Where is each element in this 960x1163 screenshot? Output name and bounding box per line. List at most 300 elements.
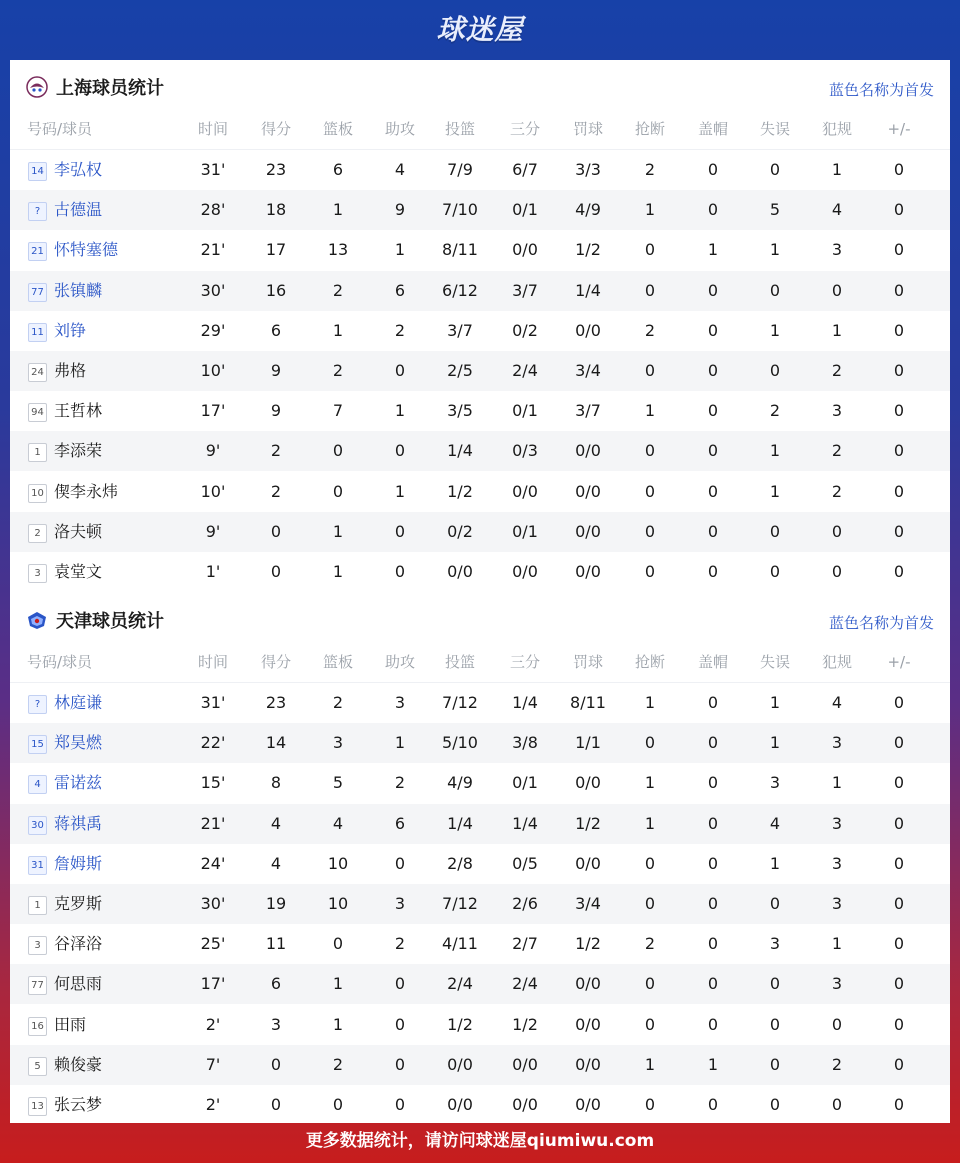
jersey-number-badge: ? [28,695,47,714]
stat-cell: 4 [270,853,282,873]
player-row[interactable] [10,1005,950,1045]
jersey-number-badge: ? [28,202,47,221]
stat-cell: 0 [893,894,905,913]
stat-cell: 1/4 [512,693,538,712]
player-name[interactable]: 洛夫顿 [54,521,103,541]
stat-cell: 0 [332,441,344,461]
team-title: 天津球员统计 [56,611,164,632]
stat-cell: 1/4 [447,441,473,461]
stat-cell: 1 [831,320,843,340]
stat-cell: 0 [644,974,656,994]
player-row[interactable] [10,763,950,803]
stat-cell: 0 [707,562,719,581]
stat-cell: 0/0 [575,773,601,793]
stat-cell: 0/0 [512,240,538,260]
player-row[interactable] [10,964,950,1004]
stat-cell: 3 [831,974,843,994]
footer-text[interactable]: 更多数据统计，请访问球迷屋qiumiwu.com [305,1131,655,1151]
player-row[interactable] [10,844,950,884]
stat-cell: 0 [332,934,344,954]
stat-cell: 0/1 [512,773,538,793]
stat-cell: 1 [769,481,781,501]
stat-cell: 2 [394,773,406,793]
stat-cell: 1 [394,240,406,260]
stat-cell: 0 [707,361,719,380]
player-row[interactable] [10,804,950,844]
stat-cell: 2 [644,160,656,179]
stat-cell: 5/10 [442,733,478,753]
column-header: 得分 [260,120,291,138]
stat-cell: 10 [327,853,349,873]
stat-cell: 1 [332,521,344,541]
stat-cell: 0 [394,1054,406,1074]
player-name[interactable]: 田雨 [54,1014,87,1034]
stat-cell: 17' [200,974,226,994]
player-name[interactable]: 何思雨 [54,974,103,994]
stat-cell: 7/12 [442,693,478,712]
stat-cell: 0 [644,441,656,461]
player-name[interactable]: 谷泽浴 [54,934,103,954]
column-header: 投篮 [444,120,475,138]
player-name[interactable]: 赖俊豪 [54,1054,103,1074]
stat-cell: 0 [893,773,905,793]
player-name[interactable]: 弗格 [54,361,87,380]
player-row[interactable] [10,924,950,964]
stat-cell: 3 [332,733,344,753]
stat-cell: 0 [893,974,905,994]
stat-cell: 1/2 [512,1014,538,1034]
stat-cell: 30' [200,280,226,300]
stat-cell: 1 [332,200,344,220]
stat-cell: 1 [394,733,406,753]
stat-cell: 1/2 [447,481,473,501]
stat-cell: 0 [644,521,656,541]
stat-cell: 0 [707,1095,719,1114]
column-header: 篮板 [322,653,353,671]
jersey-number-badge: 31 [28,856,47,875]
stat-cell: 0 [769,361,781,380]
stat-cell: 0 [332,1095,344,1114]
team-title: 上海球员统计 [56,78,164,99]
stat-cell: 3 [831,813,843,833]
stat-cell: 3 [394,693,406,712]
column-header: 罚球 [572,120,603,138]
stat-cell: 1 [644,693,656,712]
player-row[interactable] [10,431,950,471]
stat-cell: 1 [769,693,781,712]
stat-cell: 1 [644,200,656,220]
stat-cell: 0/2 [512,320,538,340]
stat-cell: 1 [644,401,656,421]
stat-cell: 3/5 [447,401,473,421]
player-row[interactable] [10,1085,950,1125]
player-name[interactable]: 张云梦 [54,1095,103,1114]
stat-cell: 1 [644,1054,656,1074]
stat-cell: 0 [769,1054,781,1074]
stat-cell: 16 [265,280,287,300]
player-name[interactable]: 怀特塞德 [54,240,119,260]
stat-cell: 0 [893,733,905,753]
stat-cell: 4 [332,813,344,833]
stat-cell: 22' [200,733,226,753]
player-row[interactable] [10,150,950,190]
stat-cell: 2/6 [512,894,538,913]
stat-cell: 2 [644,320,656,340]
stat-cell: 0 [394,361,406,380]
stat-cell: 1 [831,160,843,179]
stat-cell: 0/0 [512,481,538,501]
stat-cell: 0 [707,693,719,712]
starter-legend-note: 蓝色名称为首发 [828,614,934,632]
stat-cell: 2' [205,1095,221,1114]
stat-cell: 1 [707,1054,719,1074]
stat-cell: 28' [200,200,226,220]
player-row[interactable] [10,230,950,270]
column-header: 号码/球员 [27,653,93,671]
stat-cell: 2 [332,361,344,380]
stat-cell: 0 [893,813,905,833]
stat-cell: 0 [270,521,282,541]
stat-cell: 0 [769,1095,781,1114]
player-name[interactable]: 李弘权 [54,160,103,179]
stat-cell: 0 [831,521,843,541]
stat-cell: 3/7 [512,280,538,300]
stat-cell: 2' [205,1014,221,1034]
jersey-number-badge: 13 [28,1097,47,1116]
stat-cell: 0 [707,521,719,541]
stat-cell: 2/7 [512,934,538,954]
stat-cell: 2/4 [512,974,538,994]
jersey-number-badge: 4 [28,775,47,794]
player-row[interactable] [10,1045,950,1085]
jersey-number-badge: 5 [28,1057,47,1076]
stat-cell: 3 [831,240,843,260]
stat-cell: 10 [327,894,349,913]
jersey-number-badge: 77 [28,283,47,302]
stat-cell: 0 [394,853,406,873]
stat-cell: 0 [893,240,905,260]
stats-panel [10,60,950,1123]
stat-cell: 0 [893,361,905,380]
stat-cell: 0/0 [575,1014,601,1034]
stat-cell: 18 [265,200,287,220]
player-name[interactable]: 林庭谦 [54,693,103,712]
shanghai-sharks-logo-icon [26,76,48,98]
brand-logo: 球迷屋 [436,13,524,46]
column-header: 抢断 [634,653,665,671]
stat-cell: 0 [707,200,719,220]
stat-cell: 6 [270,320,282,340]
jersey-number-badge: 3 [28,936,47,955]
jersey-number-badge: 10 [28,484,47,503]
stat-cell: 6 [394,280,406,300]
stat-cell: 0 [893,441,905,461]
column-header: 盖帽 [697,120,728,138]
stat-cell: 9 [270,361,282,380]
stat-cell: 5 [769,200,781,220]
player-name[interactable]: 古德温 [54,200,103,220]
jersey-number-badge: 16 [28,1017,47,1036]
stat-cell: 0 [644,1014,656,1034]
stat-cell: 6 [332,160,344,179]
stat-cell: 0 [644,562,656,581]
stat-cell: 8 [270,773,282,793]
stat-cell: 4 [270,813,282,833]
stat-cell: 6/7 [512,160,538,179]
stat-cell: 0 [644,1095,656,1114]
stat-cell: 5 [332,773,344,793]
stat-cell: 0 [644,894,656,913]
stat-cell: 2 [831,481,843,501]
team-section-header [10,593,950,637]
stat-cell: 0 [769,160,781,179]
stat-cell: 6/12 [442,280,478,300]
stat-cell: 0 [769,1014,781,1034]
player-name[interactable]: 詹姆斯 [54,853,103,873]
stat-cell: 2 [769,401,781,421]
player-name[interactable]: 蒋祺禹 [54,813,103,833]
jersey-number-badge: 11 [28,323,47,342]
stat-cell: 0 [831,1095,843,1114]
stat-cell: 3 [394,894,406,913]
stat-cell: 0 [394,1014,406,1034]
stat-cell: 2 [270,481,282,501]
player-row[interactable] [10,723,950,763]
stat-cell: 1/2 [575,934,601,954]
stat-cell: 0 [893,160,905,179]
stat-cell: 0 [893,1014,905,1034]
stat-cell: 1 [332,1014,344,1034]
stat-cell: 0 [394,441,406,461]
stat-cell: 0 [707,441,719,461]
jersey-number-badge: 30 [28,816,47,835]
stat-cell: 1/4 [447,813,473,833]
stat-cell: 0 [893,200,905,220]
player-name[interactable]: 张镇麟 [54,280,103,300]
player-row[interactable] [10,391,950,431]
stat-cell: 0 [394,1095,406,1114]
stat-cell: 0 [893,693,905,712]
column-header: 投篮 [444,653,475,671]
stat-cell: 0 [831,562,843,581]
stat-cell: 23 [265,693,287,712]
column-header: +/- [887,653,911,671]
stat-cell: 1 [769,853,781,873]
stat-cell: 2 [332,693,344,712]
column-header: 盖帽 [697,653,728,671]
player-row[interactable] [10,683,950,723]
jersey-number-badge: 3 [28,564,47,583]
stat-cell: 0 [644,481,656,501]
stat-cell: 10' [200,481,226,501]
player-row[interactable] [10,884,950,924]
player-row[interactable] [10,351,950,391]
player-row[interactable] [10,472,950,512]
column-header: 失误 [759,653,790,671]
stat-cell: 0 [893,401,905,421]
stat-cell: 3/4 [575,361,601,380]
stat-cell: 6 [394,813,406,833]
stat-cell: 3/3 [575,160,601,179]
stat-cell: 9 [270,401,282,421]
stat-cell: 0 [270,562,282,581]
stat-cell: 0 [707,481,719,501]
stat-cell: 3 [831,401,843,421]
stat-cell: 3/4 [575,894,601,913]
stat-cell: 8/11 [570,693,606,712]
stat-cell: 1 [644,813,656,833]
stat-cell: 1/2 [447,1014,473,1034]
stat-cell: 13 [327,240,349,260]
stat-cell: 0 [893,1054,905,1074]
stat-cell: 1 [769,441,781,461]
stat-cell: 0/3 [512,441,538,461]
column-header: 助攻 [384,653,415,671]
player-row[interactable] [10,271,950,311]
jersey-number-badge: 77 [28,976,47,995]
stat-cell: 1/2 [575,813,601,833]
stat-cell: 3 [831,894,843,913]
stat-cell: 1 [394,401,406,421]
stat-cell: 8/11 [442,240,478,260]
stat-cell: 0 [332,481,344,501]
stat-cell: 1 [332,320,344,340]
stat-cell: 0/0 [575,562,601,581]
stat-cell: 1' [205,562,221,581]
player-name[interactable]: 克罗斯 [54,894,103,913]
stat-cell: 0/0 [575,974,601,994]
tianjin-pioneers-logo-icon [26,609,48,631]
stat-cell: 0 [644,280,656,300]
stat-cell: 1 [332,562,344,581]
stat-cell: 0 [707,160,719,179]
player-name[interactable]: 雷诺兹 [54,773,103,793]
stat-cell: 1/4 [512,813,538,833]
stat-cell: 2 [831,441,843,461]
stat-cell: 0/0 [575,481,601,501]
stat-cell: 2 [332,1054,344,1074]
stat-cell: 3 [270,1014,282,1034]
stat-cell: 0 [893,853,905,873]
stat-cell: 0 [707,773,719,793]
stat-cell: 0/0 [575,441,601,461]
column-header-row [10,109,950,150]
stat-cell: 0 [394,974,406,994]
stat-cell: 3 [769,934,781,954]
stat-cell: 3 [769,773,781,793]
stat-cell: 2/4 [512,361,538,380]
stat-cell: 2/5 [447,361,473,380]
stat-cell: 0 [831,1014,843,1034]
stat-cell: 4/9 [575,200,601,220]
stat-cell: 0/0 [575,1054,601,1074]
stat-cell: 7/9 [447,160,473,179]
stat-cell: 3 [831,853,843,873]
stat-cell: 0 [769,562,781,581]
stat-cell: 1/4 [575,280,601,300]
jersey-number-badge: 24 [28,363,47,382]
player-name[interactable]: 王哲林 [54,401,103,421]
stat-cell: 21' [200,813,226,833]
stat-cell: 0/0 [512,1095,538,1114]
column-header: 篮板 [322,120,353,138]
stat-cell: 3/8 [512,733,538,753]
stat-cell: 0 [394,562,406,581]
stat-cell: 0 [644,733,656,753]
stat-cell: 7' [205,1054,221,1074]
stat-cell: 0 [644,240,656,260]
stat-cell: 0 [270,1095,282,1114]
player-row[interactable] [10,311,950,351]
player-row[interactable] [10,552,950,592]
stat-cell: 2 [831,361,843,380]
player-name[interactable]: 郑昊燃 [54,733,103,753]
stat-cell: 23 [265,160,287,179]
stat-cell: 0 [707,974,719,994]
stat-cell: 2/4 [447,974,473,994]
stat-cell: 0 [769,974,781,994]
column-header: 助攻 [384,120,415,138]
stat-cell: 0/2 [447,521,473,541]
column-header: 号码/球员 [27,120,93,138]
player-name[interactable]: 偰李永炜 [54,481,119,501]
stat-cell: 0/1 [512,200,538,220]
stat-cell: 3/7 [575,401,601,421]
stat-cell: 9' [205,441,221,461]
column-header: 三分 [509,120,540,138]
stat-cell: 2 [270,441,282,461]
stat-cell: 9' [205,521,221,541]
stat-cell: 7/12 [442,894,478,913]
stat-cell: 6 [270,974,282,994]
stat-cell: 0/0 [447,1054,473,1074]
stat-cell: 3 [831,733,843,753]
player-name[interactable]: 袁堂文 [54,562,103,581]
jersey-number-badge: 94 [28,403,47,422]
stat-cell: 0/0 [512,562,538,581]
stat-cell: 4 [394,160,406,179]
column-header: 犯规 [821,653,852,671]
stat-cell: 0/0 [512,1054,538,1074]
column-header: 时间 [197,653,228,671]
stat-cell: 0/1 [512,521,538,541]
stat-cell: 30' [200,894,226,913]
stat-cell: 0 [769,521,781,541]
stat-cell: 0 [644,361,656,380]
stat-cell: 4 [769,813,781,833]
column-header: 时间 [197,120,228,138]
stat-cell: 21' [200,240,226,260]
stat-cell: 1 [769,240,781,260]
player-name[interactable]: 李添荣 [54,441,103,461]
stat-cell: 2/8 [447,853,473,873]
player-row[interactable] [10,512,950,552]
stat-cell: 0/0 [447,1095,473,1114]
stat-cell: 0 [707,733,719,753]
stat-cell: 1 [394,481,406,501]
column-header: +/- [887,120,911,138]
jersey-number-badge: 14 [28,162,47,181]
jersey-number-badge: 21 [28,242,47,261]
stat-cell: 14 [265,733,287,753]
column-header: 得分 [260,653,291,671]
stat-cell: 24' [200,853,226,873]
stat-cell: 0/1 [512,401,538,421]
player-row[interactable] [10,190,950,230]
column-header: 三分 [509,653,540,671]
stat-cell: 10' [200,361,226,380]
player-name[interactable]: 刘铮 [54,320,87,340]
